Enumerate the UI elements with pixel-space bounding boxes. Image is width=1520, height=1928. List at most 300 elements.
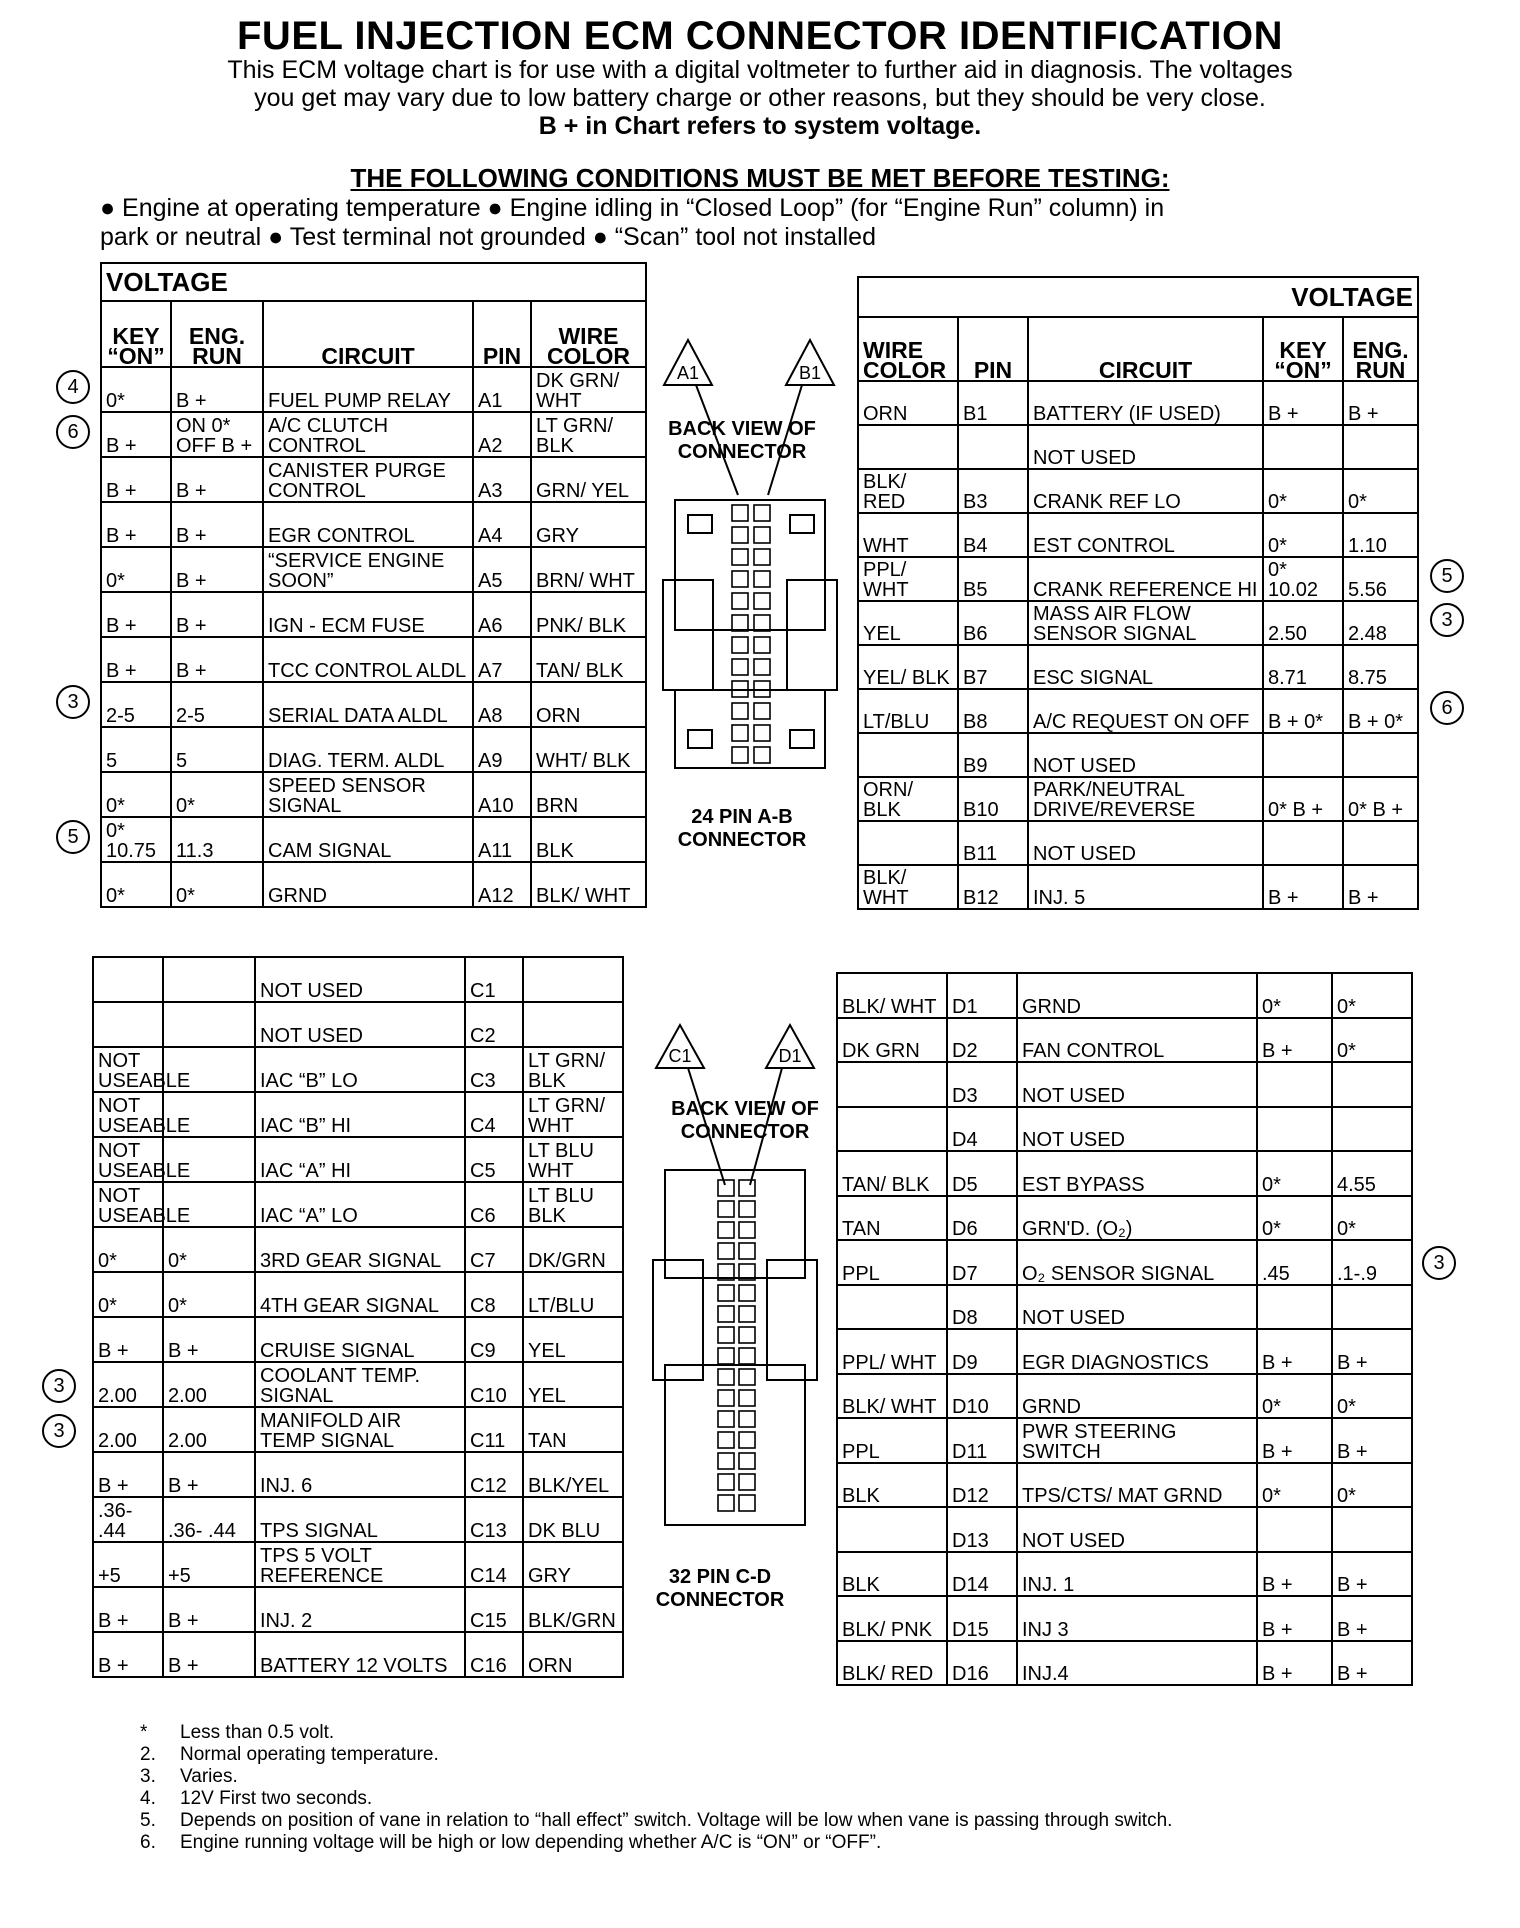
connector-pin [739, 1222, 755, 1238]
circuit-name: EGR CONTROL [263, 502, 473, 547]
key-on-voltage: NOT USEABLE [93, 1137, 163, 1182]
key-on-voltage [1257, 1285, 1332, 1330]
key-on-voltage: 0* 10.02 [1263, 557, 1343, 601]
footnote-text: Engine running voltage will be high or low depending whether A/C is “ON” or “OFF”. [180, 1832, 882, 1853]
key-on-voltage: 0* [93, 1272, 163, 1317]
wire-color [858, 821, 958, 865]
key-on-voltage [1257, 1507, 1332, 1552]
key-on-voltage: 0* [1263, 513, 1343, 557]
table-row [101, 862, 646, 907]
eng-run-voltage: 8.75 [1343, 645, 1418, 689]
key-on-voltage: B + [101, 502, 171, 547]
key-on-voltage [1257, 1062, 1332, 1107]
condition-line-2: park or neutral ● Test terminal not grounded ● “Scan” tool not installed [100, 223, 876, 251]
key-on-voltage: B + [93, 1632, 163, 1677]
wire-color: PPL [837, 1418, 947, 1463]
footnote [140, 1744, 1172, 1766]
wire-color [523, 1002, 623, 1047]
pin-number: B5 [958, 557, 1028, 601]
wire-color: YEL [523, 1362, 623, 1407]
eng-run-voltage: 0* B + [1343, 777, 1418, 821]
eng-run-voltage [1332, 1107, 1412, 1152]
table-row [93, 1407, 623, 1452]
eng-run-voltage: 5.56 [1343, 557, 1418, 601]
key-on-voltage: +5 [93, 1542, 163, 1587]
table-row [93, 1092, 623, 1137]
wire-color: YEL/ BLK [858, 645, 958, 689]
note-reference-circle: 3 [1430, 603, 1464, 637]
key-on-voltage: B + [1257, 1552, 1332, 1597]
connector-pin [732, 637, 748, 653]
pin-number: C8 [465, 1272, 523, 1317]
circuit-name: BATTERY 12 VOLTS [255, 1632, 465, 1677]
page-title: FUEL INJECTION ECM CONNECTOR IDENTIFICATION [237, 14, 1283, 58]
circuit-name: INJ.4 [1017, 1641, 1257, 1686]
d1-label: D1 [778, 1046, 802, 1066]
key-on-voltage: B + [1257, 1329, 1332, 1374]
eng-run-voltage: 0* [1332, 1463, 1412, 1508]
key-on-voltage: .45 [1257, 1240, 1332, 1285]
pin-number: D4 [947, 1107, 1017, 1152]
circuit-name: SPEED SENSOR SIGNAL [263, 772, 473, 817]
footnote [140, 1766, 1172, 1788]
connector-pin [732, 527, 748, 543]
wire-color [837, 1107, 947, 1152]
connector-pin [718, 1390, 734, 1406]
pin-number: A12 [473, 862, 531, 907]
pin-number: B6 [958, 601, 1028, 645]
wire-color: TAN [523, 1407, 623, 1452]
note-reference-circle: 5 [56, 820, 90, 854]
table-row [93, 1587, 623, 1632]
table-row [837, 1596, 1412, 1641]
connector-ab-name: 24 PIN A-B CONNECTOR [677, 806, 807, 851]
a1-triangle [664, 340, 712, 385]
conditions [100, 194, 1380, 252]
footnotes [140, 1722, 1172, 1854]
connector-pin [754, 725, 770, 741]
circuit-name: “SERVICE ENGINE SOON” [263, 547, 473, 592]
eng-run-voltage: 0* [1332, 1374, 1412, 1419]
connector-pin [739, 1474, 755, 1490]
table-row [837, 1062, 1412, 1107]
connector-pin [739, 1453, 755, 1469]
circuit-name: CRUISE SIGNAL [255, 1317, 465, 1362]
footnote [140, 1722, 1172, 1744]
wire-color: ORN/ BLK [858, 777, 958, 821]
circuit-name: CRANK REFERENCE HI [1028, 557, 1263, 601]
table-row [837, 1374, 1412, 1419]
pin-number: D1 [947, 973, 1017, 1018]
eng-run-voltage: 0* [163, 1272, 255, 1317]
pin-number: D10 [947, 1374, 1017, 1419]
key-on-voltage: 0* [1257, 1463, 1332, 1508]
circuit-name: NOT USED [1028, 733, 1263, 777]
table-row [101, 682, 646, 727]
circuit-name: IAC “B” LO [255, 1047, 465, 1092]
footnote-key: 2. [140, 1744, 156, 1765]
pin-number: D7 [947, 1240, 1017, 1285]
key-on-voltage: 2.50 [1263, 601, 1343, 645]
a1-label: A1 [676, 363, 700, 383]
pin-number: A8 [473, 682, 531, 727]
table-a-pins [100, 262, 647, 908]
connector-pin [739, 1348, 755, 1364]
connector-cd-name: 32 PIN C-D CONNECTOR [655, 1566, 785, 1611]
pin-number: C2 [465, 1002, 523, 1047]
wire-color: BRN [531, 772, 646, 817]
key-on-voltage: 0* 10.75 [101, 817, 171, 862]
circuit-name: NOT USED [255, 957, 465, 1002]
key-on-voltage: 0* [1257, 1196, 1332, 1241]
table-row [101, 412, 646, 457]
table-row [858, 601, 1418, 645]
eng-run-voltage: 11.3 [171, 817, 263, 862]
connector-pin [732, 505, 748, 521]
circuit-name: MASS AIR FLOW SENSOR SIGNAL [1028, 601, 1263, 645]
table-row [101, 727, 646, 772]
connector-pin [718, 1474, 734, 1490]
connector-pin [732, 593, 748, 609]
circuit-name: FUEL PUMP RELAY [263, 367, 473, 412]
eng-run-voltage: 0* [171, 862, 263, 907]
key-on-voltage: 0* B + [1263, 777, 1343, 821]
key-on-voltage [93, 1002, 163, 1047]
pin-number: D14 [947, 1552, 1017, 1597]
pin-number: D13 [947, 1507, 1017, 1552]
connector-pin [718, 1411, 734, 1427]
circuit-name: ESC SIGNAL [1028, 645, 1263, 689]
eng-run-voltage [1332, 1507, 1412, 1552]
eng-run-voltage: B + [1332, 1641, 1412, 1686]
key-on-voltage: 2.00 [93, 1362, 163, 1407]
key-on-voltage: 0* [101, 367, 171, 412]
pin-number: D5 [947, 1151, 1017, 1196]
connector-pin [718, 1306, 734, 1322]
circuit-name: CANISTER PURGE CONTROL [263, 457, 473, 502]
wire-color: BLK/GRN [523, 1587, 623, 1632]
wire-color: LT BLU WHT [523, 1137, 623, 1182]
connector-pin [739, 1306, 755, 1322]
eng-run-voltage: +5 [163, 1542, 255, 1587]
key-on-voltage: 0* [101, 862, 171, 907]
key-on-voltage: B + [101, 637, 171, 682]
wire-color: BRN/ WHT [531, 547, 646, 592]
eng-run-voltage: B + [1332, 1596, 1412, 1641]
connector-pin [718, 1201, 734, 1217]
wire-color: ORN [531, 682, 646, 727]
wire-color [858, 733, 958, 777]
eng-run-voltage: B + [1332, 1552, 1412, 1597]
eng-run-voltage: 5 [171, 727, 263, 772]
key-on-voltage: NOT USEABLE [93, 1092, 163, 1137]
pin-number: D9 [947, 1329, 1017, 1374]
table-row [837, 1151, 1412, 1196]
table-row [837, 973, 1412, 1018]
connector-pin [739, 1495, 755, 1511]
circuit-name: IAC “B” HI [255, 1092, 465, 1137]
pin-number: A3 [473, 457, 531, 502]
wire-color: LT GRN/ BLK [523, 1047, 623, 1092]
circuit-name: NOT USED [1028, 821, 1263, 865]
wire-color [858, 425, 958, 469]
eng-run-voltage: .36- .44 [163, 1497, 255, 1542]
pin-number: D11 [947, 1418, 1017, 1463]
key-on-voltage: B + [1263, 865, 1343, 909]
connector-pin [754, 505, 770, 521]
pin-number: C9 [465, 1317, 523, 1362]
pin-header-b: PIN [958, 317, 1028, 381]
table-row [101, 817, 646, 862]
connector-pin [718, 1327, 734, 1343]
wire-color: BLK/ PNK [837, 1596, 947, 1641]
wire-color: GRN/ YEL [531, 457, 646, 502]
footnote-text: Depends on position of vane in relation to “hall effect” switch. Voltage will be low when vane is passing through switch. [180, 1810, 1173, 1831]
eng-run-header: ENG. RUN [171, 301, 263, 367]
pin-number: C16 [465, 1632, 523, 1677]
table-row [837, 1552, 1412, 1597]
note-reference-circle: 3 [42, 1369, 76, 1403]
key-on-voltage: 0* [1257, 973, 1332, 1018]
connector-pin [732, 549, 748, 565]
circuit-name: TCC CONTROL ALDL [263, 637, 473, 682]
circuit-name: DIAG. TERM. ALDL [263, 727, 473, 772]
connector-pin [754, 703, 770, 719]
table-row [93, 1317, 623, 1362]
intro-line-2: you get may vary due to low battery charge or other reasons, but they should be very close. [254, 84, 1266, 112]
key-on-voltage: 8.71 [1263, 645, 1343, 689]
wire-color: YEL [523, 1317, 623, 1362]
c1-label: C1 [668, 1046, 692, 1066]
pin-number: A2 [473, 412, 531, 457]
connector-pin [732, 571, 748, 587]
key-on-voltage: 5 [101, 727, 171, 772]
wire-color: BLK/YEL [523, 1452, 623, 1497]
intro-line-3: B + in Chart refers to system voltage. [538, 112, 982, 140]
table-row [858, 821, 1418, 865]
table-row [101, 367, 646, 412]
circuit-header-b: CIRCUIT [1028, 317, 1263, 381]
eng-run-voltage: ON 0* OFF B + [171, 412, 263, 457]
wire-color: TAN/ BLK [837, 1151, 947, 1196]
table-row [858, 777, 1418, 821]
eng-run-voltage: B + [163, 1452, 255, 1497]
circuit-name: NOT USED [1017, 1107, 1257, 1152]
key-on-voltage: NOT USEABLE [93, 1047, 163, 1092]
key-on-voltage: B + 0* [1263, 689, 1343, 733]
pin-number: B9 [958, 733, 1028, 777]
circuit-name: TPS SIGNAL [255, 1497, 465, 1542]
pin-number: A6 [473, 592, 531, 637]
circuit-name: CAM SIGNAL [263, 817, 473, 862]
pin-number [958, 425, 1028, 469]
connector-pin [754, 637, 770, 653]
pin-number: C15 [465, 1587, 523, 1632]
pin-number: B7 [958, 645, 1028, 689]
table-row [101, 637, 646, 682]
eng-run-voltage [1343, 733, 1418, 777]
connector-pin [754, 571, 770, 587]
voltage-header: VOLTAGE [101, 263, 646, 301]
key-on-voltage: B + [93, 1587, 163, 1632]
pin-number: D12 [947, 1463, 1017, 1508]
table-d-pins [836, 972, 1413, 1686]
circuit-name: NOT USED [1017, 1062, 1257, 1107]
table-row [93, 1002, 623, 1047]
key-on-header: KEY “ON” [101, 301, 171, 367]
connector-pin [718, 1285, 734, 1301]
note-reference-circle: 5 [1430, 559, 1464, 593]
table-row [93, 1272, 623, 1317]
table-row [93, 1047, 623, 1092]
key-on-voltage: B + [93, 1452, 163, 1497]
table-row [858, 557, 1418, 601]
pin-number: C12 [465, 1452, 523, 1497]
c1-triangle [656, 1025, 704, 1068]
connector-pin [754, 659, 770, 675]
connector-pin [739, 1432, 755, 1448]
eng-run-voltage: B + [171, 367, 263, 412]
key-on-voltage: .36- .44 [93, 1497, 163, 1542]
circuit-name: EGR DIAGNOSTICS [1017, 1329, 1257, 1374]
eng-run-voltage: B + [163, 1632, 255, 1677]
eng-run-voltage [1343, 425, 1418, 469]
footnote-key: 4. [140, 1788, 156, 1809]
eng-run-voltage: B + [163, 1317, 255, 1362]
connector-pin [718, 1243, 734, 1259]
connector-pin [754, 615, 770, 631]
circuit-name: INJ. 2 [255, 1587, 465, 1632]
eng-run-voltage: B + 0* [1343, 689, 1418, 733]
pin-number: A1 [473, 367, 531, 412]
pin-header: PIN [473, 301, 531, 367]
circuit-name: GRND [263, 862, 473, 907]
eng-run-voltage: B + [1343, 381, 1418, 425]
eng-run-voltage: 0* [1332, 1018, 1412, 1063]
footnote-text: Normal operating temperature. [180, 1744, 439, 1765]
circuit-name: INJ 3 [1017, 1596, 1257, 1641]
connector-pin [732, 725, 748, 741]
table-row [837, 1196, 1412, 1241]
key-on-voltage [1257, 1107, 1332, 1152]
wire-color [837, 1507, 947, 1552]
circuit-name: GRND [1017, 1374, 1257, 1419]
intro-line-1: This ECM voltage chart is for use with a digital voltmeter to further aid in diagnosis. The voltages [227, 56, 1293, 84]
circuit-name: CRANK REF LO [1028, 469, 1263, 513]
wire-color: DK GRN/ WHT [531, 367, 646, 412]
table-row [93, 1227, 623, 1272]
footnote-text: Less than 0.5 volt. [180, 1722, 335, 1743]
key-on-voltage: 0* [1257, 1151, 1332, 1196]
voltage-header-b: VOLTAGE [858, 277, 1418, 317]
key-on-voltage: B + [101, 412, 171, 457]
key-on-voltage: B + [93, 1317, 163, 1362]
pin-number: C6 [465, 1182, 523, 1227]
pin-number: A7 [473, 637, 531, 682]
circuit-name: INJ. 1 [1017, 1552, 1257, 1597]
pin-number: D15 [947, 1596, 1017, 1641]
wire-color: BLK [837, 1552, 947, 1597]
pin-number: B4 [958, 513, 1028, 557]
note-reference-circle: 6 [1430, 691, 1464, 725]
circuit-name: IGN - ECM FUSE [263, 592, 473, 637]
pin-number: A10 [473, 772, 531, 817]
pin-number: D8 [947, 1285, 1017, 1330]
key-on-voltage: B + [1257, 1018, 1332, 1063]
eng-run-voltage: 2.00 [163, 1407, 255, 1452]
wire-color: WHT [858, 513, 958, 557]
connector-pin [739, 1285, 755, 1301]
table-c-pins [92, 956, 624, 1678]
table-row [93, 957, 623, 1002]
pin-number: C10 [465, 1362, 523, 1407]
wire-color: WHT/ BLK [531, 727, 646, 772]
table-row [837, 1641, 1412, 1686]
eng-run-header-b: ENG. RUN [1343, 317, 1418, 381]
eng-run-voltage: B + [1343, 865, 1418, 909]
table-row [858, 469, 1418, 513]
eng-run-voltage [1332, 1285, 1412, 1330]
wire-color: PPL/ WHT [837, 1329, 947, 1374]
key-on-voltage: 2-5 [101, 682, 171, 727]
b1-label: B1 [798, 363, 822, 383]
eng-run-voltage: 0* [1332, 1196, 1412, 1241]
table-row [858, 381, 1418, 425]
footnote-text: Varies. [180, 1766, 238, 1787]
table-row [101, 547, 646, 592]
key-on-voltage: B + [1257, 1596, 1332, 1641]
pin-number: A4 [473, 502, 531, 547]
table-row [93, 1497, 623, 1542]
connector-pin [754, 549, 770, 565]
circuit-name: A/C CLUTCH CONTROL [263, 412, 473, 457]
wire-color: LT/BLU [523, 1272, 623, 1317]
connector-pin [732, 659, 748, 675]
note-reference-circle: 4 [56, 370, 90, 404]
footnote [140, 1788, 1172, 1810]
pin-number: C14 [465, 1542, 523, 1587]
wire-color [837, 1285, 947, 1330]
wire-color: BLK [531, 817, 646, 862]
key-on-voltage [1263, 425, 1343, 469]
table-row [101, 457, 646, 502]
table-row [93, 1362, 623, 1407]
connector-pin [718, 1369, 734, 1385]
connector-cd-back-view: BACK VIEW OF CONNECTOR [671, 1098, 819, 1143]
pin-number: D3 [947, 1062, 1017, 1107]
table-row [101, 772, 646, 817]
wire-color: PNK/ BLK [531, 592, 646, 637]
connector-pin [739, 1369, 755, 1385]
table-row [858, 513, 1418, 557]
pin-number: C11 [465, 1407, 523, 1452]
circuit-name: NOT USED [1017, 1507, 1257, 1552]
wire-color: DK BLU [523, 1497, 623, 1542]
key-on-voltage: NOT USEABLE [93, 1182, 163, 1227]
circuit-name: IAC “A” HI [255, 1137, 465, 1182]
table-row [837, 1018, 1412, 1063]
footnote-key: 5. [140, 1810, 156, 1831]
eng-run-voltage: B + [171, 457, 263, 502]
wire-color: LT GRN/ WHT [523, 1092, 623, 1137]
table-row [837, 1507, 1412, 1552]
pin-number: C4 [465, 1092, 523, 1137]
footnote [140, 1810, 1172, 1832]
wire-color: GRY [523, 1542, 623, 1587]
connector-pin [718, 1495, 734, 1511]
connector-pin [732, 703, 748, 719]
footnote [140, 1832, 1172, 1854]
